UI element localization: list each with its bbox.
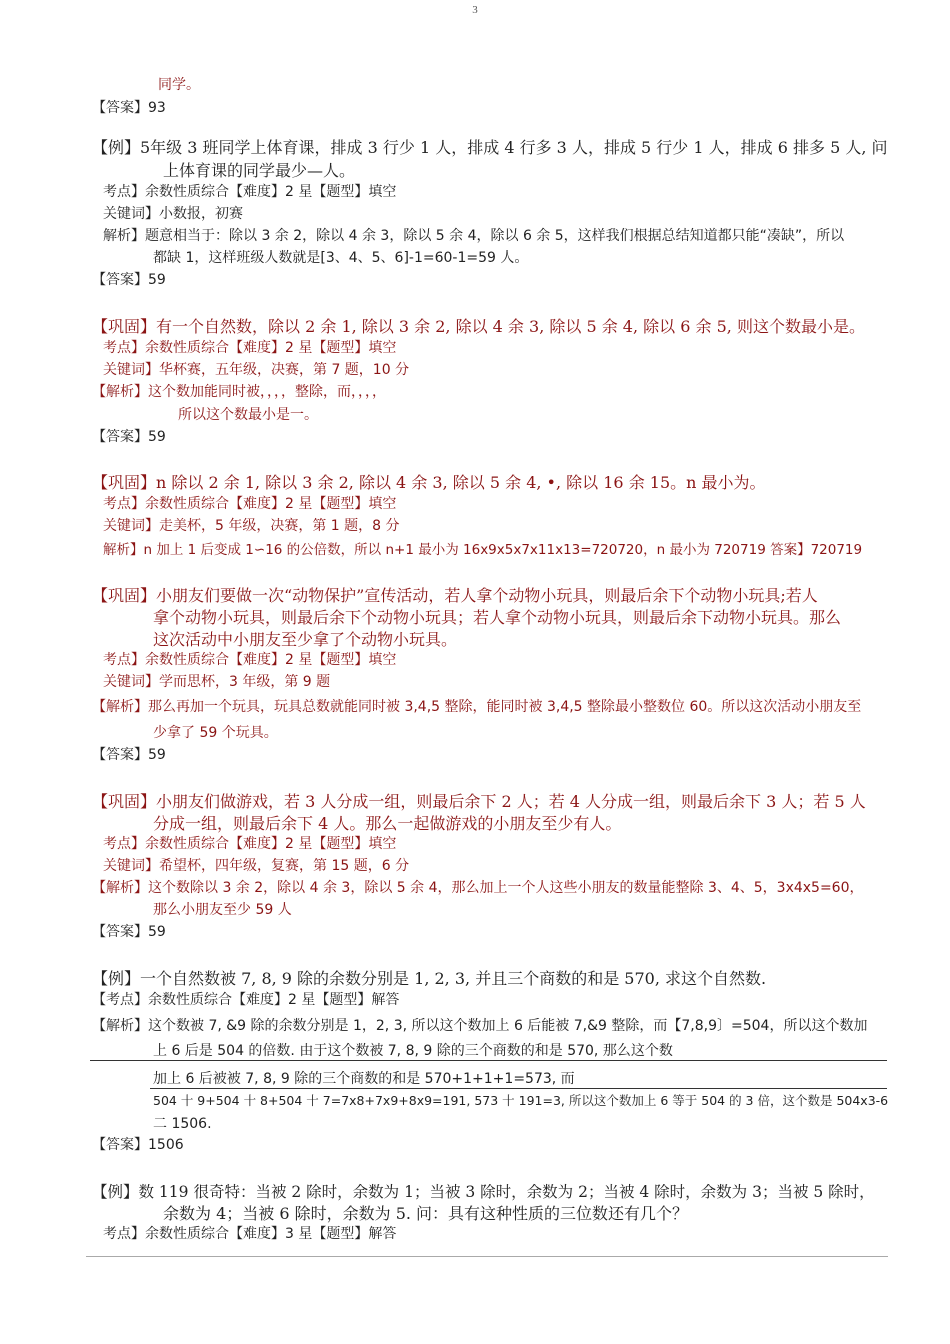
text-line: 考点】余数性质综合【难度】2 星【题型】填空 bbox=[103, 496, 397, 512]
text-line: 【答案】59 bbox=[92, 272, 166, 288]
text-line: 【例】5年级 3 班同学上体育课，排成 3 行少 1 人，排成 4 行多 3 人，排成 5 行少 1 人，排成 6 排多 5 人, 问 bbox=[92, 138, 888, 157]
text-line: 【答案】93 bbox=[92, 100, 166, 116]
page-number: 3 bbox=[472, 4, 478, 16]
text-line: 关键词】小数报，初赛 bbox=[103, 206, 243, 222]
text-line: 【巩固】小朋友们要做一次“动物保护”宣传活动，若人拿个动物小玩具，则最后余下个动物小玩具;若人 bbox=[92, 586, 818, 605]
text-line: 这次活动中小朋友至少拿了个动物小玩具。 bbox=[153, 630, 458, 649]
text-line: 解析】题意相当于：除以 3 余 2，除以 4 余 3，除以 5 余 4，除以 6 余 5，这样我们根据总结知道都只能“凑缺”，所以 bbox=[103, 228, 845, 244]
text-line: 【巩固】n 除以 2 余 1, 除以 3 余 2, 除以 4 余 3, 除以 5 余 4, •, 除以 16 余 15。n 最小为。 bbox=[92, 473, 766, 492]
text-line: 【答案】1506 bbox=[92, 1137, 184, 1153]
text-line: 解析】n 加上 1 后变成 1∽16 的公倍数，所以 n+1 最小为 16x9x5x7x11x13=720720，n 最小为 720719 答案】720719 bbox=[103, 542, 863, 558]
text-line: 余数为 4；当被 6 除时，余数为 5. 问：具有这种性质的三位数还有几个？ bbox=[163, 1204, 689, 1223]
text-line: 【解析】这个数被 7, &9 除的余数分别是 1，2, 3, 所以这个数加上 6 后能被 7,&9 整除，而【7,8,9〕=504，所以这个数加 bbox=[92, 1018, 868, 1034]
text-line: 考点】余数性质综合【难度】2 星【题型】填空 bbox=[103, 340, 397, 356]
text-line: 【解析】这个数加能同时被，，，，整除，而，，，， bbox=[92, 384, 386, 400]
divider bbox=[86, 1256, 888, 1257]
text-line: 【答案】59 bbox=[92, 429, 166, 445]
text-line: 都缺 1，这样班级人数就是[3、4、5、6]-1=60-1=59 人。 bbox=[153, 250, 529, 266]
text-line: 关键词】走美杯，5 年级，决赛，第 1 题，8 分 bbox=[103, 518, 400, 534]
text-line: 那么小朋友至少 59 人 bbox=[153, 902, 292, 918]
divider bbox=[150, 1088, 887, 1089]
text-line: 504 十 9+504 十 8+504 十 7=7x8+7x9+8x9=191, 573 十 191=3, 所以这个数加上 6 等于 504 的 3 倍，这个数是 504x3-6 bbox=[153, 1093, 889, 1108]
text-line: 上 6 后是 504 的倍数. 由于这个数被 7, 8, 9 除的三个商数的和是 570, 那么这个数 bbox=[153, 1043, 673, 1059]
text-line: 关键词】华杯赛，五年级，决赛，第 7 题，10 分 bbox=[103, 362, 410, 378]
text-line: 上体育课的同学最少—人。 bbox=[163, 161, 356, 180]
text-line: 加上 6 后被被 7, 8, 9 除的三个商数的和是 570+1+1+1=573, 而 bbox=[153, 1071, 575, 1087]
text-line: 【例】数 119 很奇特：当被 2 除时，余数为 1；当被 3 除时，余数为 2；当被 4 除时，余数为 3；当被 5 除时， bbox=[92, 1183, 875, 1201]
text-line: 所以这个数最小是一。 bbox=[178, 407, 318, 423]
text-line: 【例】一个自然数被 7, 8, 9 除的余数分别是 1, 2, 3, 并且三个商数的和是 570, 求这个自然数. bbox=[92, 969, 767, 988]
text-line: 关键词】学而思杯，3 年级，第 9 题 bbox=[103, 674, 331, 690]
text-line: 【答案】59 bbox=[92, 924, 166, 940]
text-line: 少拿了 59 个玩具。 bbox=[153, 725, 278, 741]
text-line: 【解析】这个数除以 3 余 2，除以 4 余 3，除以 5 余 4，那么加上一个人这些小朋友的数量能整除 3、4、5，3x4x5=60， bbox=[92, 880, 864, 896]
text-line: 关键词】希望杯，四年级，复赛，第 15 题，6 分 bbox=[103, 858, 410, 874]
text-line: 【答案】59 bbox=[92, 747, 166, 763]
text-line: 【解析】那么再加一个玩具，玩具总数就能同时被 3,4,5 整除，能同时被 3,4,5 整除最小整数位 60。所以这次活动小朋友至 bbox=[92, 699, 862, 715]
text-line: 拿个动物小玩具，则最后余下个动物小玩具；若人拿个动物小玩具，则最后余下动物小玩具。那么 bbox=[153, 608, 842, 627]
text-line: 【巩固】小朋友们做游戏，若 3 人分成一组，则最后余下 2 人；若 4 人分成一组，则最后余下 3 人；若 5 人 bbox=[92, 792, 866, 811]
text-line: 【考点】余数性质综合【难度】2 星【题型】解答 bbox=[92, 992, 400, 1008]
text-line: 分成一组，则最后余下 4 人。那么一起做游戏的小朋友至少有人。 bbox=[153, 814, 622, 833]
text-line: 【巩固】有一个自然数，除以 2 余 1, 除以 3 余 2, 除以 4 余 3, 除以 5 余 4, 除以 6 余 5, 则这个数最小是。 bbox=[92, 317, 865, 336]
text-line: 考点】余数性质综合【难度】2 星【题型】填空 bbox=[103, 836, 397, 852]
text-line: 同学。 bbox=[158, 77, 200, 93]
text-line: 二 1506. bbox=[153, 1116, 212, 1132]
text-line: 考点】余数性质综合【难度】3 星【题型】解答 bbox=[103, 1226, 397, 1242]
divider bbox=[90, 1060, 887, 1061]
text-line: 考点】余数性质综合【难度】2 星【题型】填空 bbox=[103, 184, 397, 200]
text-line: 考点】余数性质综合【难度】2 星【题型】填空 bbox=[103, 652, 397, 668]
